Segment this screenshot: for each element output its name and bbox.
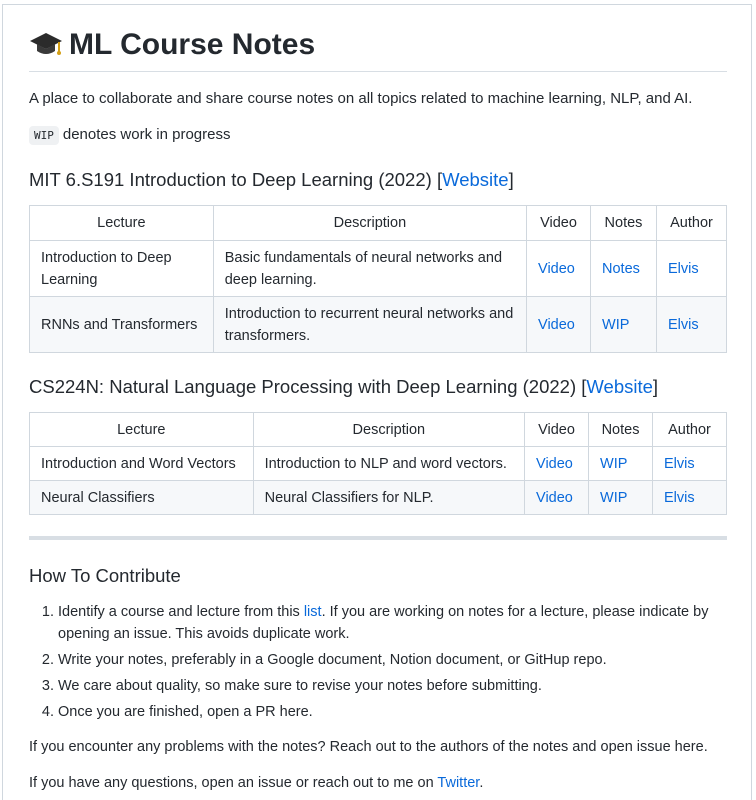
column-header-author: Author bbox=[653, 413, 727, 447]
description-cell: Introduction to NLP and word vectors. bbox=[253, 447, 524, 481]
step1-text: Identify a course and lecture from this bbox=[58, 604, 304, 620]
cs224n-website-link[interactable]: Website bbox=[586, 376, 653, 397]
step1-text-after: . If you are working on notes for a lecture, please indicate by opening an issue. This avoids duplicate work. bbox=[58, 604, 709, 642]
video-cell bbox=[527, 241, 591, 297]
table-row bbox=[30, 447, 727, 481]
notes-cell bbox=[589, 481, 653, 515]
wip-note-text: denotes work in progress bbox=[62, 126, 231, 143]
table-header-row bbox=[30, 413, 727, 447]
column-header-lecture: Lecture bbox=[30, 206, 214, 241]
cs224n-heading-bracket: ] bbox=[652, 376, 659, 397]
cs224n-heading-text: CS224N: Natural Language Processing with Deep Learning (2022) [ bbox=[29, 376, 587, 397]
lecture-cell: Introduction to Deep Learning bbox=[30, 241, 214, 297]
table-header-row bbox=[30, 206, 727, 241]
video-link[interactable]: Video bbox=[536, 455, 573, 472]
cs224n-heading bbox=[29, 376, 658, 398]
lecture-cell: Introduction and Word Vectors bbox=[30, 447, 254, 481]
intro-description: A place to collaborate and share course notes on all topics related to machine learning, NLP, and AI. bbox=[29, 90, 693, 107]
description-cell: Basic fundamentals of neural networks and deep learning. bbox=[213, 241, 526, 297]
list-item: 2. Write your notes, preferably in a Google document, Notion document, or GitHup repo. bbox=[58, 649, 728, 671]
list-item: 3. We care about quality, so make sure to revise your notes before submitting. bbox=[58, 675, 728, 697]
video-cell bbox=[525, 481, 589, 515]
notes-cell bbox=[591, 241, 657, 297]
page-title bbox=[29, 25, 727, 72]
questions-note bbox=[29, 775, 483, 791]
graduation-cap-icon bbox=[29, 29, 63, 69]
notes-link[interactable]: WIP bbox=[600, 489, 628, 506]
contribute-heading: How To Contribute bbox=[29, 565, 181, 586]
author-cell bbox=[656, 241, 726, 297]
lecture-cell: RNNs and Transformers bbox=[30, 297, 214, 353]
mit-lectures-table bbox=[29, 205, 727, 353]
lecture-cell: Neural Classifiers bbox=[30, 481, 254, 515]
video-link[interactable]: Video bbox=[538, 316, 575, 333]
questions-period: . bbox=[479, 775, 484, 791]
notes-link[interactable]: WIP bbox=[600, 455, 628, 472]
notes-link[interactable]: WIP bbox=[602, 316, 630, 333]
mit-heading-text: MIT 6.S191 Introduction to Deep Learning (2022) [ bbox=[29, 169, 443, 190]
description-cell: Introduction to recurrent neural networks and transformers. bbox=[213, 297, 526, 353]
notes-cell bbox=[591, 297, 657, 353]
description-cell: Neural Classifiers for NLP. bbox=[253, 481, 524, 515]
column-header-description: Description bbox=[253, 413, 524, 447]
author-link[interactable]: Elvis bbox=[664, 455, 695, 472]
author-cell bbox=[653, 481, 727, 515]
wip-code: WIP bbox=[29, 126, 59, 145]
author-cell bbox=[653, 447, 727, 481]
wip-note bbox=[29, 125, 230, 146]
author-cell bbox=[656, 297, 726, 353]
author-link[interactable]: Elvis bbox=[667, 260, 699, 277]
course-list-link[interactable]: list bbox=[303, 604, 322, 620]
video-cell bbox=[525, 447, 589, 481]
mit-heading-bracket: ] bbox=[508, 169, 514, 190]
video-link[interactable]: Video bbox=[538, 260, 575, 277]
video-link[interactable]: Video bbox=[536, 489, 573, 506]
notes-link[interactable]: Notes bbox=[602, 260, 640, 277]
author-link[interactable]: Elvis bbox=[664, 489, 695, 506]
column-header-lecture: Lecture bbox=[30, 413, 254, 447]
column-header-video: Video bbox=[525, 413, 589, 447]
section-divider bbox=[29, 536, 727, 540]
mit-website-link[interactable]: Website bbox=[442, 169, 509, 190]
table-row bbox=[30, 481, 727, 515]
notes-cell bbox=[589, 447, 653, 481]
column-header-author: Author bbox=[656, 206, 726, 241]
page-title-text: ML Course Notes bbox=[69, 28, 316, 61]
column-header-notes: Notes bbox=[589, 413, 653, 447]
author-link[interactable]: Elvis bbox=[667, 316, 699, 333]
list-item: 4. Once you are finished, open a PR here. bbox=[58, 701, 728, 723]
questions-text: If you have any questions, open an issue or reach out to me on bbox=[29, 775, 438, 791]
problems-note: If you encounter any problems with the notes? Reach out to the authors of the notes and open issue here. bbox=[29, 739, 708, 755]
list-item bbox=[58, 601, 728, 645]
table-row bbox=[30, 297, 727, 353]
video-cell bbox=[527, 297, 591, 353]
twitter-link[interactable]: Twitter bbox=[437, 775, 480, 791]
table-row bbox=[30, 241, 727, 297]
contribute-steps-list bbox=[29, 601, 728, 727]
mit-heading bbox=[29, 169, 514, 191]
cs224n-lectures-table bbox=[29, 412, 727, 515]
readme-frame bbox=[2, 4, 752, 800]
column-header-description: Description bbox=[213, 206, 526, 241]
column-header-notes: Notes bbox=[591, 206, 657, 241]
column-header-video: Video bbox=[527, 206, 591, 241]
